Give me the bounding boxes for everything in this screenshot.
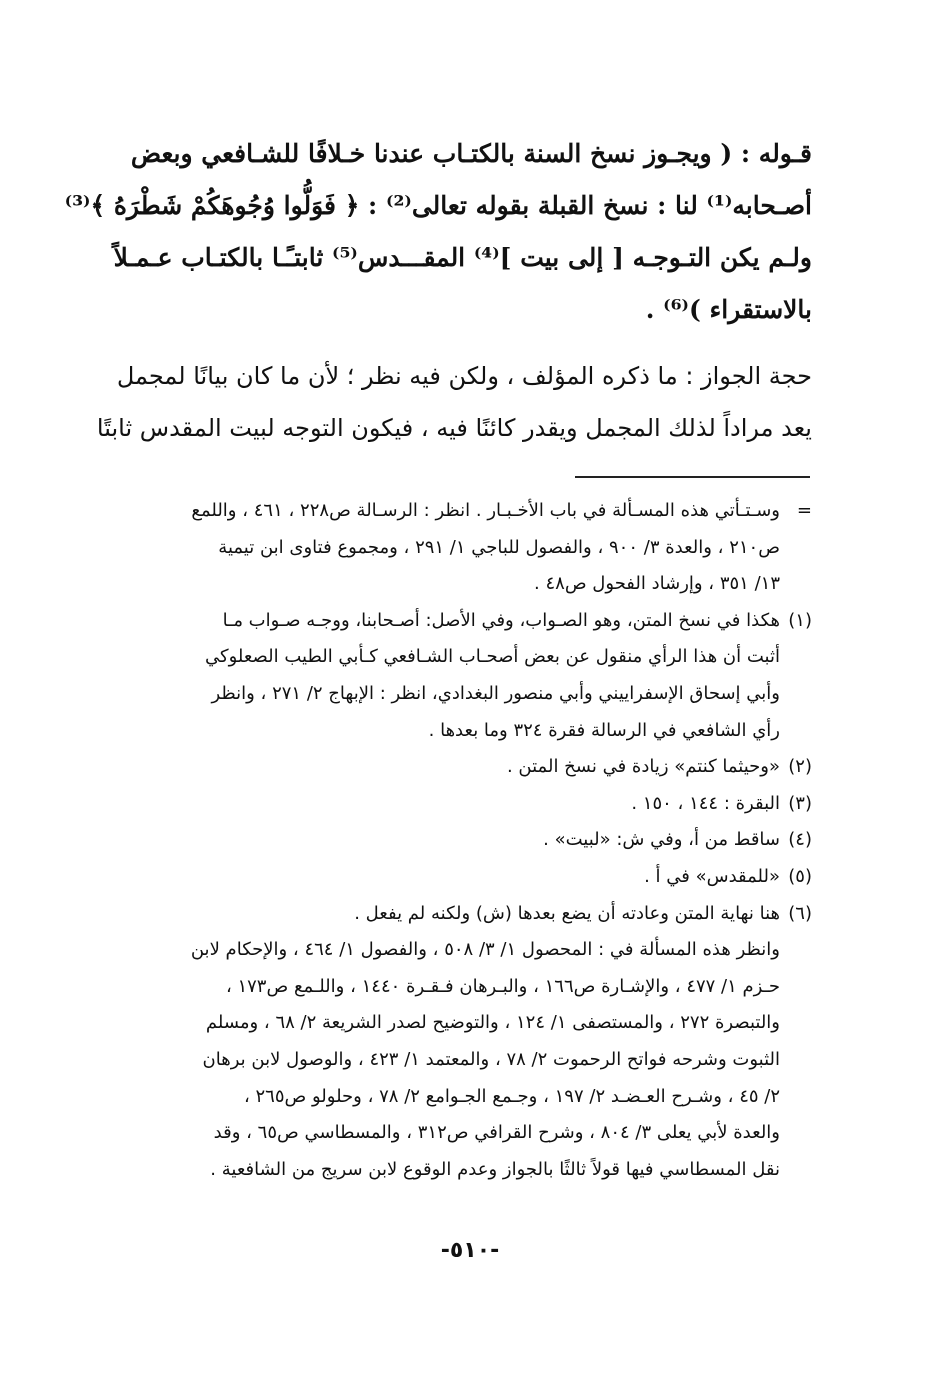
footnote-separator <box>575 476 810 478</box>
footnote-line: وأبي إسحاق الإسفراييني وأبي منصور البغدادي، انظر : الإبهاج ٢/ ٢٧١ ، وانظر <box>211 682 780 704</box>
footnote-2 <box>100 749 812 786</box>
main-text <box>64 128 812 454</box>
footnote-line: البقرة : ١٤٤ ، ١٥٠ . <box>631 792 780 814</box>
text-line: ولـم يكن التـوجـه [ إلى بيت ]⁽⁴⁾ المقـــدس⁽⁵⁾ ثابتـًـا بالكتـاب عـمـلاً <box>113 243 812 272</box>
text-line: يعد مراداً لذلك المجمل ويقدر كائنًا فيه ، فيكون التوجه لبيت المقدس ثابتًا <box>96 414 812 442</box>
footnote-4 <box>100 822 812 859</box>
footnote-5 <box>100 859 812 896</box>
footnote-6-references <box>100 932 812 1188</box>
footnote-line: رأي الشافعي في الرسالة فقرة ٣٢٤ وما بعدها . <box>428 719 780 741</box>
footnote-3 <box>100 786 812 823</box>
commentary-paragraph <box>96 350 812 454</box>
footnote-line: وسـتـأتي هذه المسـألة في باب الأخـبـار . انظر : الرسـالة ص٢٢٨ ، ٤٦١ ، واللمع <box>191 500 780 521</box>
footnote-line: «وحيثما كنتم» زيادة في نسخ المتن . <box>506 756 780 778</box>
text-line: بالاستقراء )⁽⁶⁾ . <box>645 295 812 324</box>
footnote-line: هكذا في نسخ المتن، وهو الصـواب، وفي الأصل: أصـحابنا، ووجـه صـواب مـا <box>222 609 780 631</box>
footnote-number: (٥) <box>788 865 812 887</box>
text-line: حجة الجواز : ما ذكره المؤلف ، ولكن فيه نظر ؛ لأن ما كان بيانًا لمجمل <box>116 362 812 390</box>
footnote-line: أثبت أن هذا الرأي منقول عن بعض أصحـاب الشـافعي كـأبي الطيب الصعلوكي <box>205 646 780 668</box>
footnote-1 <box>100 603 812 749</box>
footnote-line: هنا نهاية المتن وعادته أن يضع بعدها (ش) ولكنه لم يفعل . <box>354 902 780 924</box>
footnote-number: (٤) <box>788 829 812 851</box>
footnote-number: (٣) <box>788 792 812 814</box>
footnote-number: (١) <box>788 609 812 631</box>
footnote-line: والعدة لأبي يعلى ٣/ ٨٠٤ ، وشرح القرافي ص٣١٢ ، والمسطاسي ص٦٥ ، وقد <box>213 1122 780 1144</box>
footnote-line: ساقط من أ، وفي ش: «لبيت» . <box>543 829 780 851</box>
footnote-line: الثبوت وشرحه فواتح الرحموت ٢/ ٧٨ ، والمعتمد ١/ ٤٢٣ ، والوصول لابن برهان <box>202 1048 780 1070</box>
footnotes <box>100 493 812 1188</box>
footnote-line: حـزم ١/ ٤٧٧ ، والإشـارة ص١٦٦ ، والبـرهان فـقـرة ١٤٤٠ ، واللـمع ص١٧٣ ، <box>225 975 780 997</box>
text-line: قـوله : ( ويجـوز نسخ السنة بالكتـاب عندنا خـلافًا للشـافعي وبعض <box>130 139 812 168</box>
footnote-line: ٢/ ٤٥ ، وشـرح العـضـد ٢/ ١٩٧ ، وجـمع الجـوامع ٢/ ٧٨ ، وحلولو ص٢٦٥ ، <box>243 1085 780 1107</box>
footnote-line: نقل المسطاسي فيها قولاً ثالثًا بالجواز وعدم الوقوع لابن سريج من الشافعية . <box>210 1158 780 1180</box>
quoted-text-paragraph <box>64 128 812 336</box>
footnote-line: وانظر هذه المسألة في : المحصول ١/ ٣/ ٥٠٨ ، والفصول ١/ ٤٦٤ ، والإحكام لابن <box>190 939 780 961</box>
continuation-marker: = <box>796 500 812 521</box>
footnote-line: والتبصرة ٢٧٢ ، والمستصفى ١/ ١٢٤ ، والتوضيح لصدر الشريعة ٢/ ٦٨ ، ومسلم <box>205 1012 780 1034</box>
text-line: أصـحابه⁽¹⁾ لنا : نسخ القبلة بقوله تعالى⁽²⁾ : ﴿ فَوَلُّوا وُجُوهَكُمْ شَطْرَهُ ﴾⁽³⁾ <box>64 191 812 220</box>
footnote-line: ص٢١٠ ، والعدة ٣/ ٩٠٠ ، والفصول للباجي ١/ ٢٩١ ، ومجموع فتاوى ابن تيمية <box>218 536 780 558</box>
page-number: -٥١٠- <box>440 1238 500 1263</box>
footnote-line: ١٣/ ٣٥١ ، وإرشاد الفحول ص٤٨ . <box>534 573 780 595</box>
footnote-6 <box>100 896 812 933</box>
footnote-number: (٦) <box>788 902 812 924</box>
footnote-continuation <box>100 493 812 603</box>
footnote-number: (٢) <box>788 756 812 778</box>
footnote-line: «للمقدس» في أ . <box>644 865 780 887</box>
